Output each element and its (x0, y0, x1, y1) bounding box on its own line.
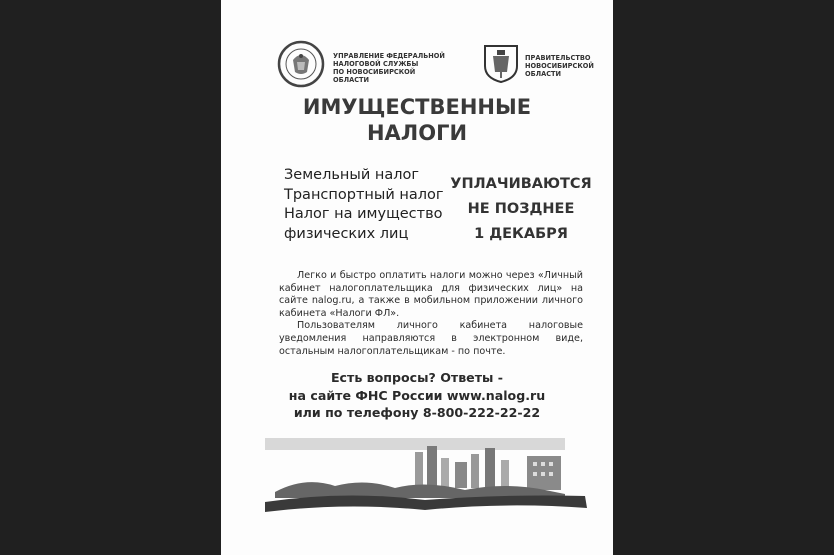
nso-org-line: ОБЛАСТИ (525, 70, 562, 78)
left-letterbox (0, 0, 221, 555)
tax-item: Земельный налог (284, 167, 419, 183)
nso-org-name (525, 54, 609, 78)
fns-org-line: ПО НОВОСИБИРСКОЙ ОБЛАСТИ (333, 68, 416, 84)
contacts-block (221, 369, 613, 422)
tax-item: Налог на имущество (284, 206, 443, 222)
fns-emblem-icon (277, 40, 325, 88)
tax-item: Транспортный налог (284, 186, 444, 203)
deadline-line: 1 ДЕКАБРЯ (474, 226, 568, 242)
contacts-line: или по телефону 8-800-222-22-22 (293, 405, 541, 420)
nso-org-line: НОВОСИБИРСКОЙ (525, 62, 594, 70)
fns-org-line: УПРАВЛЕНИЕ ФЕДЕРАЛЬНОЙ (333, 52, 445, 60)
deadline-line: НЕ ПОЗДНЕЕ (467, 201, 575, 217)
deadline-notice (441, 172, 601, 247)
paragraph: Пользователям личного кабинета налоговые уведомления направляются в электронном виде, остальным налогоплательщикам - по почте. (279, 320, 583, 357)
deadline-line: УПЛАЧИВАЮТСЯ (450, 176, 592, 192)
payment-info-text (279, 270, 583, 358)
contacts-line: Есть вопросы? Ответы - (330, 370, 504, 385)
document-page (221, 0, 613, 555)
title-line: НАЛОГИ (366, 121, 468, 145)
tax-item: физических лиц (284, 225, 409, 242)
paragraph: Легко и быстро оплатить налоги можно через «Личный кабинет налогоплательщика для физических лиц» на сайте nalog.ru, а также в мобильном приложении личного кабинета «Налоги ФЛ». (279, 270, 583, 319)
right-letterbox (613, 0, 834, 555)
fns-org-name (333, 52, 453, 84)
page-title (221, 94, 613, 146)
nso-coat-of-arms-icon (482, 42, 520, 84)
nso-org-line: ПРАВИТЕЛЬСТВО (525, 54, 591, 62)
fns-org-line: НАЛОГОВОЙ СЛУЖБЫ (333, 60, 419, 68)
title-line: ИМУЩЕСТВЕННЫЕ (302, 95, 532, 119)
city-skyline-illustration (265, 432, 595, 516)
contacts-line: на сайте ФНС России www.nalog.ru (288, 387, 546, 403)
tax-list (284, 166, 454, 244)
